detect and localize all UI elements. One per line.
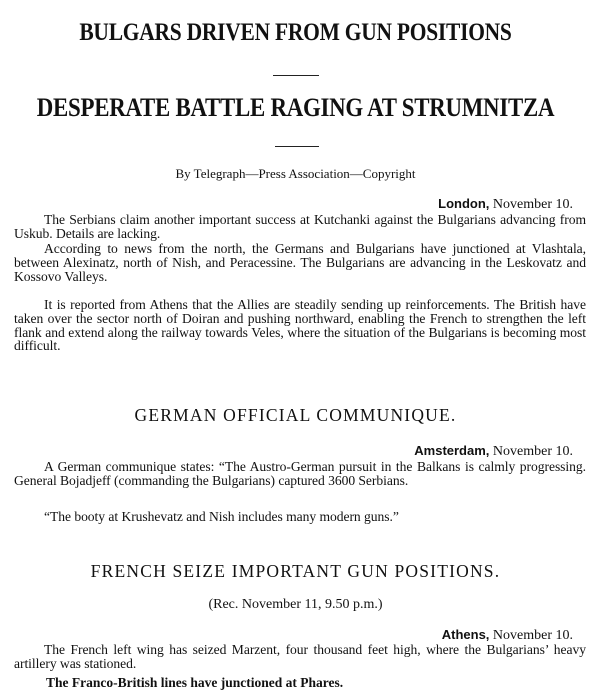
dateline-london: [438, 196, 573, 213]
dateline-date: November 10.: [492, 628, 573, 643]
article-paragraph: A German communique states: “The Austro-German pursuit in the Balkans is calmly progressing. General Bojadjeff (commanding the Bulgarians) captured 3600 Serbians.: [14, 459, 586, 488]
headline-divider: [273, 75, 319, 76]
byline: By Telegraph—Press Association—Copyright: [175, 166, 416, 181]
article-paragraph: It is reported from Athens that the Allies are steadily sending up reinforcements. The British have taken over the sector north of Doiran and pushing northward, enabling the French to strengthen the left flank and extend along the railway towards Veles, where the situation of the Bulgarians is becoming most difficult.: [14, 297, 586, 354]
dateline-city: London,: [438, 196, 490, 211]
article-paragraph: According to news from the north, the Germans and Bulgarians have junctioned at Vlashtala, between Alexinatz, north of Nish, and Peracessine. The Bulgarians are advancing in the Leskovatz and Kossovo Valleys.: [14, 241, 586, 284]
section-subhead: FRENCH SEIZE IMPORTANT GUN POSITIONS.: [90, 561, 501, 581]
dateline-amsterdam: [414, 443, 573, 460]
headline-primary: BULGARS DRIVEN FROM GUN POSITIONS: [79, 19, 512, 46]
dateline-date: November 10.: [492, 444, 573, 459]
headline-divider: [275, 146, 319, 147]
article-paragraph: “The booty at Krushevatz and Nish includes many modern guns.”: [44, 509, 399, 524]
received-notice: (Rec. November 11, 9.50 p.m.): [208, 597, 383, 612]
article-paragraph: The Serbians claim another important success at Kutchanki against the Bulgarians advancing from Uskub. Details are lacking.: [14, 212, 586, 241]
dateline-city: Athens,: [441, 627, 490, 642]
article-last-line: The Franco-British lines have junctioned at Phares.: [46, 675, 344, 690]
headline-secondary: DESPERATE BATTLE RAGING AT STRUMNITZA: [36, 93, 555, 122]
dateline-date: November 10.: [492, 197, 573, 212]
article-paragraph: The French left wing has seized Marzent, four thousand feet high, where the Bulgarians’ heavy artillery was stationed.: [14, 642, 586, 671]
dateline-city: Amsterdam,: [414, 443, 490, 458]
section-subhead: GERMAN OFFICIAL COMMUNIQUE.: [134, 405, 457, 425]
